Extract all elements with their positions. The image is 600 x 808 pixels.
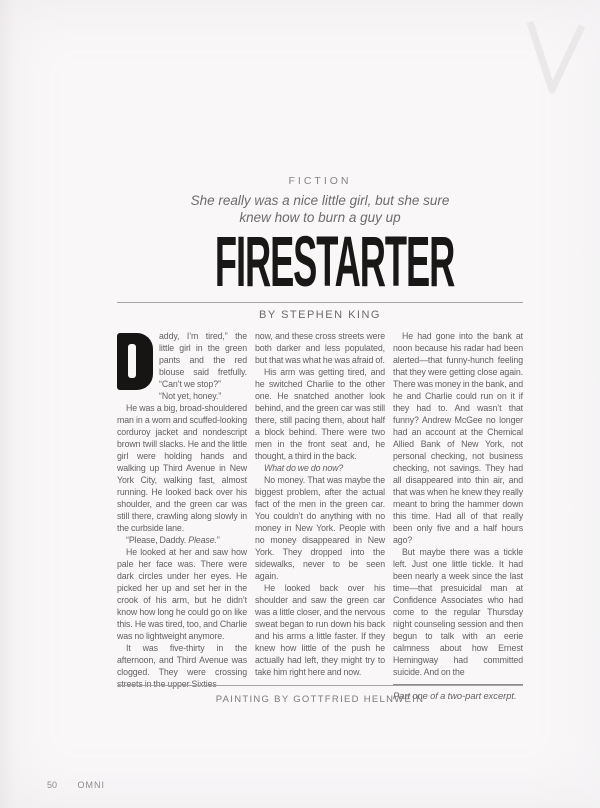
- painting-credit: PAINTING BY GOTTFRIED HELNWEIN: [215, 694, 425, 705]
- tagline-line-2: knew how to burn a guy up: [239, 209, 401, 225]
- drop-cap: [117, 333, 153, 390]
- credit-rule: [117, 685, 523, 686]
- header-rule: [117, 302, 523, 303]
- paragraph: He had gone into the bank at noon because his radar had been alerted—that funny-hunch feeling that they were getting close again. There was money in the bank, and he and Charlie could run on it if they had to. And wasn’t that funny? Andrew McGee no longer had an account at the Chemical Allied Bank of New York, not personal checking, not business checking, not savings. They had all disappeared into thin air, and that was when he knew they really meant to bring the hammer down this time. Had all of that really been only five and a half hours ago?: [393, 331, 523, 545]
- paragraph: “Please, Daddy. Please.”: [126, 535, 220, 545]
- paragraph: He looked at her and saw how pale her face was. There were dark circles under her eyes. He picked her up and set her in the crook of his arm, but he didn’t know how long he could go on like this. He was tired, too, and Charlie was no lightweight anymore.: [117, 547, 247, 641]
- text-column-1: [117, 330, 247, 694]
- byline: BY STEPHEN KING: [259, 309, 381, 321]
- scan-artifact-mark: [524, 8, 594, 108]
- paragraph: “Not yet, honey.”: [159, 391, 222, 401]
- section-label: FICTION: [288, 175, 352, 187]
- magazine-name: OMNI: [77, 780, 106, 790]
- page-folio: [47, 780, 105, 790]
- tagline-line-1: She really was a nice little girl, but she sure: [190, 193, 450, 208]
- paragraph: He was a big, broad-shouldered man in a worn and scuffed-looking corduroy jacket and nondescript brown twill slacks. He and the little girl were holding hands and walking up Third Avenue in New York City, walking fast, almost running. He looked back over his shoulder, and the green car was still there, crawling along slowly in the curbside lane.: [117, 403, 247, 533]
- paragraph: He looked back over his shoulder and saw the green car was a little closer, and the nervous sweat began to run down his back and his arms a little faster. If they knew how little of the push he actually had left, they might try to take him right here and now.: [255, 583, 385, 677]
- paragraph: But maybe there was a tickle left. Just one little tickle. It had been nearly a week since the last time—that presuicidal man at Confidence Associates who had come to the regular Thursday night counseling session and then begun to talk with an eerie calmness about how Ernest Hemingway had committed suicide. And on the: [393, 547, 523, 677]
- paragraph: His arm was getting tired, and he switched Charlie to the other one. He snatched another look behind, and the green car was still there, still pacing them, about half a block behind. There were two men in the front seat and, he thought, a third in the back.: [255, 367, 385, 461]
- paragraph: What do we do now?: [264, 463, 344, 473]
- paragraph: No money. That was maybe the biggest problem, after the actual fact of the men in the green car. You couldn’t do anything with no money in New York. People with no money disappeared in New York. They dropped into the sidewalks, never to be seen again.: [255, 475, 385, 581]
- text-column-2: [255, 330, 385, 694]
- article-title: FIRESTARTER: [214, 221, 455, 301]
- article-title-wrap: [117, 221, 523, 301]
- paragraph: It was five-thirty in the afternoon, and Third Avenue was clogged. They were crossing streets in the upper Sixties: [117, 643, 247, 689]
- text-column-3: [393, 330, 523, 701]
- paragraph: now, and these cross streets were both darker and less populated, but that was what he was afraid of.: [255, 331, 385, 365]
- paragraph: addy, I’m tired,” the little girl in the green pants and the red blouse said fretfully. “Can’t we stop?”: [117, 330, 247, 390]
- page-number: 50: [47, 780, 58, 790]
- excerpt-note: Part one of a two-part excerpt.: [393, 691, 517, 701]
